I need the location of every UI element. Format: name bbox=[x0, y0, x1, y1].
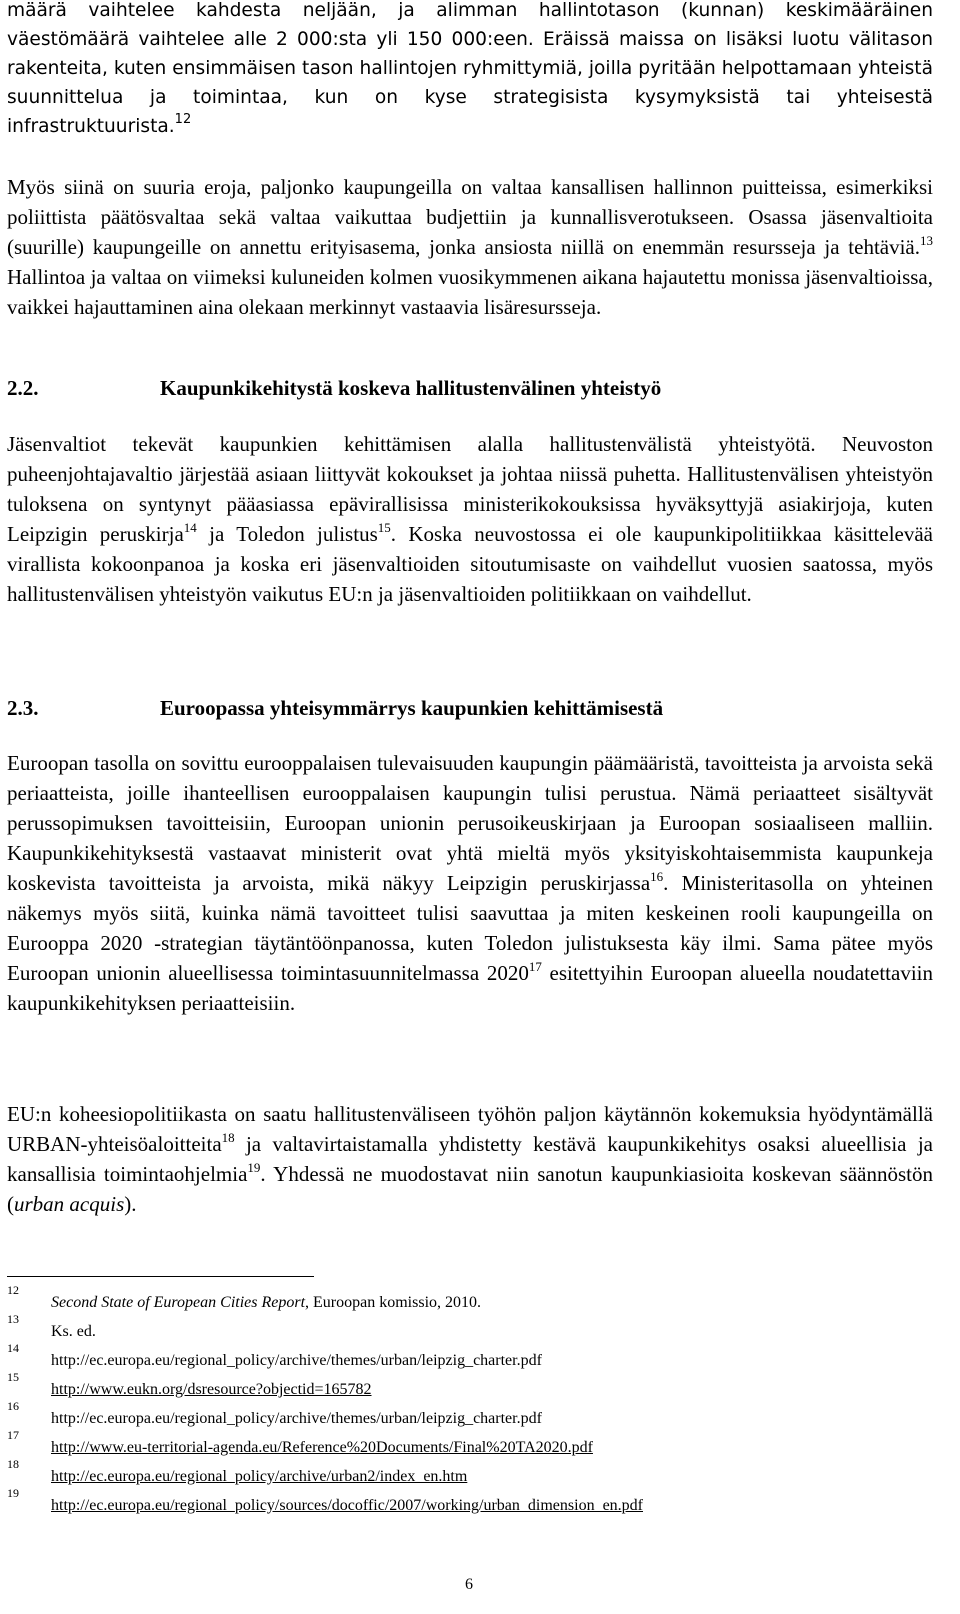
section-title: Euroopassa yhteisymmärrys kaupunkien kehittämisestä bbox=[160, 696, 664, 720]
footnote-number: 18 bbox=[7, 1457, 19, 1471]
paragraph-text: ). bbox=[124, 1192, 137, 1216]
paragraph-intergovernmental-cooperation bbox=[7, 429, 933, 609]
footnote-text: Ks. ed. bbox=[51, 1323, 96, 1340]
footnote-14 bbox=[7, 1342, 937, 1371]
paragraph-text: Osassa jäsenvaltioita (suurille) kaupungeille on annettu erityisasema, jonka ansiosta niillä on enemmän resursseja ja tehtäviä. bbox=[7, 205, 933, 259]
paragraph-text: Myös siinä on suuria eroja, paljonko kaupungeilla on valtaa kansallisen hallinnon puitteissa, esimerkiksi poliittista päätösvaltaa sekä valtaa vaikuttaa budjettiin ja kunnallisverotukseen. bbox=[7, 175, 933, 229]
section-number: 2.2. bbox=[7, 376, 39, 400]
footnote-italic-title: Second State of European Cities Report bbox=[51, 1294, 306, 1311]
footnote-ref-14[interactable]: 14 bbox=[183, 520, 197, 535]
footnote-ref-17[interactable]: 17 bbox=[528, 959, 542, 974]
paragraph-european-consensus bbox=[7, 748, 933, 1018]
paragraph-text: määrä vaihtelee kahdesta neljään, ja alimman hallintotason (kunnan) keskimääräinen väestömäärä vaihtelee alle 2 000:sta yli 150 000:een. Eräissä maissa on lisäksi luotu välitason rakenteita, kuten ensimmäisen tason hallintojen ryhmittymiä, joilla pyritään helpottamaan yhteistä suunnittelua ja toimintaa, kun on kyse strategisista kysymyksistä tai yhteisestä infrastruktuurista. bbox=[7, 0, 933, 137]
paragraph-text: Jäsenvaltiot tekevät kaupunkien kehittämisen alalla hallitustenvälistä yhteistyötä. Neuvoston puheenjohtajavaltio järjestää asiaan liittyvät kokoukset ja johtaa niissä puhetta. Hallitustenvälisen yhteistyön tuloksena on syntynyt pääasiassa epävirallisissa ministerikokouksissa hyväksyttyjä asiakirjoja, kuten Leipzigin peruskirja bbox=[7, 432, 933, 546]
paragraph-cohesion-policy bbox=[7, 1099, 933, 1219]
section-heading-2-2 bbox=[7, 373, 661, 403]
footnote-18 bbox=[7, 1458, 937, 1487]
section-heading-2-3 bbox=[7, 693, 663, 723]
footnote-link[interactable]: http://www.eukn.org/dsresource?objectid=165782 bbox=[51, 1381, 372, 1398]
footnote-number: 16 bbox=[7, 1399, 19, 1413]
page-number: 6 bbox=[465, 1576, 473, 1593]
footnote-ref-19[interactable]: 19 bbox=[247, 1160, 261, 1175]
footnote-15 bbox=[7, 1371, 937, 1400]
paragraph-text: Hallintoa ja valtaa on viimeksi kuluneiden kolmen vuosikymmenen aikana hajautettu monissa jäsenvaltioissa, vaikkei hajauttaminen aina olekaan merkinnyt vastaavia lisäresursseja. bbox=[7, 265, 933, 319]
footnote-number: 14 bbox=[7, 1341, 19, 1355]
section-title: Kaupunkikehitystä koskeva hallitustenvälinen yhteistyö bbox=[160, 376, 662, 400]
paragraph-text: ja valtavirtaistamalla yhdistetty kestävä kaupunkikehitys osaksi alueellisia ja kansallisia toimintaohjelmia bbox=[7, 1132, 933, 1186]
paragraph-text: EU:n koheesiopolitiikasta on saatu hallitustenväliseen työhön paljon käytännön kokemuksia hyödyntämällä URBAN-yhteisöaloitteita bbox=[7, 1102, 933, 1156]
footnote-17 bbox=[7, 1429, 937, 1458]
footnote-number: 15 bbox=[7, 1370, 19, 1384]
footnote-16 bbox=[7, 1400, 937, 1429]
footnote-ref-18[interactable]: 18 bbox=[221, 1130, 235, 1145]
paragraph-text: ja Toledon julistus bbox=[196, 522, 378, 546]
paragraph-text: . Koska neuvostossa ei ole kaupunkipolitiikkaa käsittelevää virallista kokoonpanoa ja koska eri jäsenvaltioiden sitoutumisaste on vaihdellut vuosien saatossa, myös hallitustenvälisen yhteistyön vaikutus EU:n ja jäsenvaltioiden politiikkaan on vaihdellut. bbox=[7, 522, 934, 606]
footnote-separator bbox=[7, 1276, 314, 1277]
italic-term: urban acquis bbox=[14, 1192, 125, 1216]
footnote-12 bbox=[7, 1284, 937, 1313]
paragraph-text: . Ministeritasolla on yhteinen näkemys myös siitä, kuinka nämä tavoitteet tulisi saavuttaa ja miten keskeinen rooli kaupungeilla on Eurooppa 2020 -strategian täytäntöönpanossa, kuten Toledon julistuksesta käy ilmi. Sama pätee myös Euroopan unionin alueellisessa toimintasuunnitelmassa 2020 bbox=[7, 871, 934, 985]
footnote-link[interactable]: http://ec.europa.eu/regional_policy/sources/docoffic/2007/working/urban_dimension_en.pdf bbox=[51, 1497, 643, 1514]
footnote-link[interactable]: http://ec.europa.eu/regional_policy/archive/urban2/index_en.htm bbox=[51, 1468, 468, 1485]
footnote-number: 13 bbox=[7, 1312, 19, 1326]
footnote-ref-13[interactable]: 13 bbox=[920, 233, 933, 248]
footnote-ref-16[interactable]: 16 bbox=[650, 869, 664, 884]
paragraph-administration-levels bbox=[7, 0, 933, 141]
footnote-number: 17 bbox=[7, 1428, 19, 1442]
paragraph-text: esitettyihin Euroopan alueella noudatettaviin kaupunkikehityksen periaatteisiin. bbox=[7, 961, 933, 1015]
paragraph-city-powers bbox=[7, 172, 933, 322]
footnote-url-text: http://ec.europa.eu/regional_policy/archive/themes/urban/leipzig_charter.pdf bbox=[51, 1352, 542, 1369]
paragraph-text: . Yhdessä ne muodostavat niin sanotun kaupunkiasioita koskevan säännöstön ( bbox=[7, 1162, 933, 1216]
footnote-text: , Euroopan komissio, 2010. bbox=[305, 1294, 482, 1311]
footnote-number: 12 bbox=[7, 1283, 19, 1297]
footnote-ref-15[interactable]: 15 bbox=[377, 520, 391, 535]
footnote-19 bbox=[7, 1487, 937, 1516]
footnote-link[interactable]: http://www.eu-territorial-agenda.eu/Reference%20Documents/Final%20TA2020.pdf bbox=[51, 1439, 593, 1456]
section-number: 2.3. bbox=[7, 696, 39, 720]
paragraph-text: Euroopan tasolla on sovittu eurooppalaisen tulevaisuuden kaupungin päämääristä, tavoitteista ja arvoista sekä periaatteista, joille ihanteellisen eurooppalaisen kaupungin tulisi perustua. Nämä periaatteet sisältyvät perussopimuksen tavoitteisiin, Euroopan unionin perusoikeuskirjaan ja Euroopan sosiaaliseen malliin. Kaupunkikehityksestä vastaavat ministerit ovat yhtä mieltä myös yksityiskohtaisemmista kaupunkeja koskevista tavoitteista ja arvoista, mikä näkyy Leipzigin peruskirjassa bbox=[7, 751, 933, 895]
footnote-13 bbox=[7, 1313, 937, 1342]
footnote-url-text: http://ec.europa.eu/regional_policy/archive/themes/urban/leipzig_charter.pdf bbox=[51, 1410, 542, 1427]
footnote-ref-12[interactable]: 12 bbox=[174, 112, 192, 127]
footnote-number: 19 bbox=[7, 1486, 19, 1500]
footnotes bbox=[7, 1284, 937, 1516]
